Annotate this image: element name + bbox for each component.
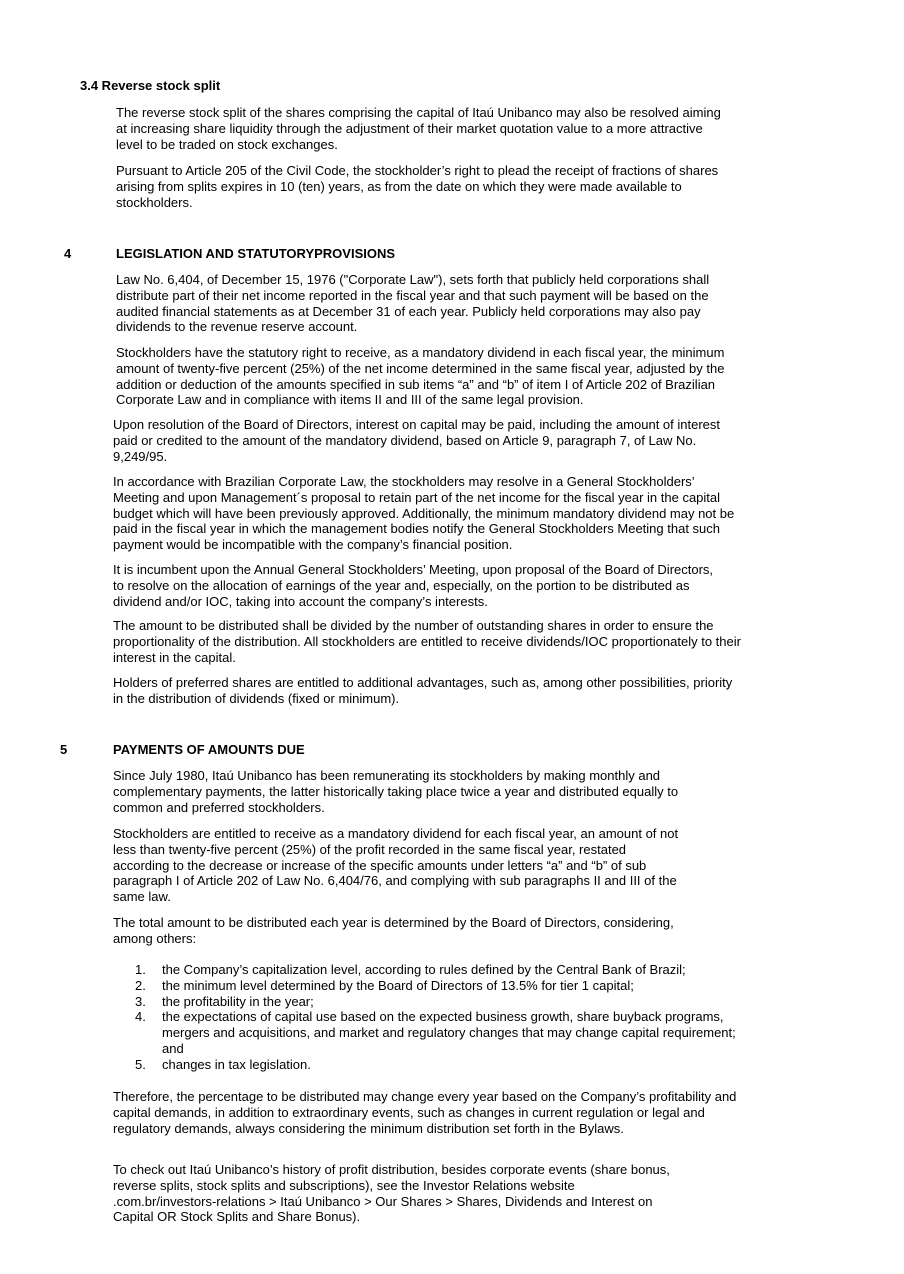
- section-3-4-paragraph-1: [116, 105, 721, 152]
- list-item: [113, 994, 736, 1010]
- list-index: 1.: [135, 962, 146, 977]
- text-line: To check out Itaú Unibanco’s history of profit distribution, besides corporate events (share bonus,: [113, 1162, 670, 1177]
- text-line: Corporate Law and in compliance with items II and III of the same legal provision.: [116, 392, 584, 408]
- text-line: less than twenty-five percent (25%) of the profit recorded in the same fiscal year, restated: [113, 841, 627, 857]
- text-line: The total amount to be distributed each year is determined by the Board of Directors, considering,: [113, 915, 674, 930]
- section-4-paragraph-7: [113, 675, 732, 707]
- section-4-paragraph-2: [116, 345, 724, 408]
- text-line: dividends to the revenue reserve account.: [116, 319, 358, 335]
- text-line: Capital OR Stock Splits and Share Bonus).: [113, 1209, 361, 1225]
- text-line: .com.br/investors-relations > Itaú Unibanco > Our Shares > Shares, Dividends and Interest on: [113, 1193, 653, 1209]
- section-4-paragraph-3: [113, 417, 720, 464]
- text-line: complementary payments, the latter historically taking place twice a year and distributed equally to: [113, 783, 679, 799]
- text-line: Law No. 6,404, of December 15, 1976 ("Corporate Law"), sets forth that publicly held corporations shall: [116, 272, 710, 287]
- text-line: paid in the fiscal year in which the management bodies notify the General Stockholders Meeting that such: [113, 521, 721, 537]
- text-line: 9,249/95.: [113, 448, 168, 464]
- section-5-paragraph-3: [113, 915, 674, 947]
- text-line: the minimum level determined by the Board of Directors of 13.5% for tier 1 capital;: [162, 977, 634, 993]
- list-index: 2.: [135, 977, 146, 993]
- text-line: arising from splits expires in 10 (ten) years, as from the date on which they were made available to: [116, 178, 682, 194]
- text-line: level to be traded on stock exchanges.: [116, 136, 338, 152]
- text-line: reverse splits, stock splits and subscriptions), see the Investor Relations website: [113, 1177, 575, 1193]
- text-line: addition or deduction of the amounts specified in sub items “a” and “b” of item I of Article 202 of Brazilian: [116, 376, 716, 392]
- text-line: The amount to be distributed shall be divided by the number of outstanding shares in order to ensure the: [113, 618, 714, 633]
- text-line: same law.: [113, 889, 171, 905]
- text-line: in the distribution of dividends (fixed or minimum).: [113, 690, 400, 706]
- text-line: Since July 1980, Itaú Unibanco has been remunerating its stockholders by making monthly and: [113, 768, 661, 783]
- section-3-4-heading: 3.4 Reverse stock split: [80, 78, 221, 93]
- text-line: and: [162, 1040, 184, 1056]
- list-index: 4.: [135, 1009, 146, 1025]
- capital-factors-list: [113, 962, 736, 1073]
- text-line: the Company’s capitalization level, according to rules defined by the Central Bank of Brazil;: [162, 962, 686, 977]
- text-line: common and preferred stockholders.: [113, 799, 325, 815]
- text-line: changes in tax legislation.: [162, 1056, 311, 1072]
- text-line: The reverse stock split of the shares comprising the capital of Itaú Unibanco may also be resolved aiming: [116, 105, 721, 120]
- list-item: [113, 962, 736, 978]
- text-line: Stockholders have the statutory right to receive, as a mandatory dividend in each fiscal year, the minimum: [116, 345, 725, 360]
- text-line: according to the decrease or increase of the specific amounts under letters “a” and “b” of sub: [113, 857, 647, 873]
- list-index: 5.: [135, 1056, 146, 1072]
- text-line: In accordance with Brazilian Corporate Law, the stockholders may resolve in a General Stockholders’: [113, 474, 695, 489]
- text-line: Stockholders are entitled to receive as a mandatory dividend for each fiscal year, an amount of not: [113, 826, 679, 841]
- text-line: Upon resolution of the Board of Directors, interest on capital may be paid, including the amount of interest: [113, 417, 721, 432]
- list-index: 3.: [135, 993, 146, 1009]
- section-4-number: 4: [64, 246, 72, 261]
- text-line: Therefore, the percentage to be distributed may change every year based on the Company’s profitability and: [113, 1089, 737, 1104]
- text-line: paragraph I of Article 202 of Law No. 6,404/76, and complying with sub paragraphs II and III of the: [113, 873, 677, 889]
- list-item: [113, 1057, 736, 1073]
- section-4-paragraph-5: [113, 562, 713, 609]
- text-line: to resolve on the allocation of earnings of the year and, especially, on the portion to be distributed as: [113, 577, 690, 593]
- text-line: It is incumbent upon the Annual General Stockholders’ Meeting, upon proposal of the Board of Directors,: [113, 562, 714, 577]
- text-line: budget which will have been previously approved. Additionally, the minimum mandatory dividend may not be: [113, 505, 735, 521]
- text-line: Holders of preferred shares are entitled to additional advantages, such as, among other possibilities, priority: [113, 675, 733, 690]
- text-line: payment would be incompatible with the company’s financial position.: [113, 537, 513, 553]
- section-4-paragraph-1: [116, 272, 709, 335]
- list-item: [113, 978, 736, 994]
- text-line: Meeting and upon Management´s proposal to retain part of the net income for the fiscal year in the capital: [113, 489, 721, 505]
- text-line: capital demands, in addition to extraordinary events, such as changes in current regulation or legal and: [113, 1104, 705, 1120]
- section-5-paragraph-2: [113, 826, 678, 905]
- section-5-closing-paragraph-2: [113, 1162, 670, 1225]
- text-line: dividend and/or IOC, taking into account the company’s interests.: [113, 593, 488, 609]
- text-line: amount of twenty-five percent (25%) of the net income determined in the same fiscal year, adjusted by the: [116, 360, 725, 376]
- text-line: Pursuant to Article 205 of the Civil Code, the stockholder’s right to plead the receipt of fractions of shares: [116, 163, 719, 178]
- list-item: [113, 1009, 736, 1056]
- text-line: proportionality of the distribution. All stockholders are entitled to receive dividends/IOC proportionately to their: [113, 633, 741, 649]
- text-line: mergers and acquisitions, and market and regulatory changes that may change capital requirement;: [162, 1025, 736, 1041]
- text-line: interest in the capital.: [113, 649, 236, 665]
- text-line: distribute part of their net income reported in the fiscal year and that such payment will be based on the: [116, 287, 709, 303]
- text-line: stockholders.: [116, 194, 193, 210]
- section-5-number: 5: [60, 742, 68, 757]
- text-line: at increasing share liquidity through the adjustment of their market quotation value to a more attractive: [116, 120, 703, 136]
- text-line: the expectations of capital use based on the expected business growth, share buyback programs,: [162, 1009, 724, 1025]
- text-line: regulatory demands, always considering the minimum distribution set forth in the Bylaws.: [113, 1120, 624, 1136]
- section-4-heading: LEGISLATION AND STATUTORYPROVISIONS: [116, 246, 396, 261]
- section-4-paragraph-4: [113, 474, 734, 553]
- text-line: paid or credited to the amount of the mandatory dividend, based on Article 9, paragraph 7, of Law No.: [113, 432, 697, 448]
- text-line: audited financial statements as at December 31 of each year. Publicly held corporations may also pay: [116, 303, 701, 319]
- section-5-paragraph-1: [113, 768, 678, 815]
- section-3-4-paragraph-2: [116, 163, 718, 210]
- section-5-heading: PAYMENTS OF AMOUNTS DUE: [113, 742, 305, 757]
- section-5-closing-paragraph-1: [113, 1089, 736, 1136]
- section-4-paragraph-6: [113, 618, 741, 665]
- text-line: the profitability in the year;: [162, 993, 314, 1009]
- text-line: among others:: [113, 930, 197, 946]
